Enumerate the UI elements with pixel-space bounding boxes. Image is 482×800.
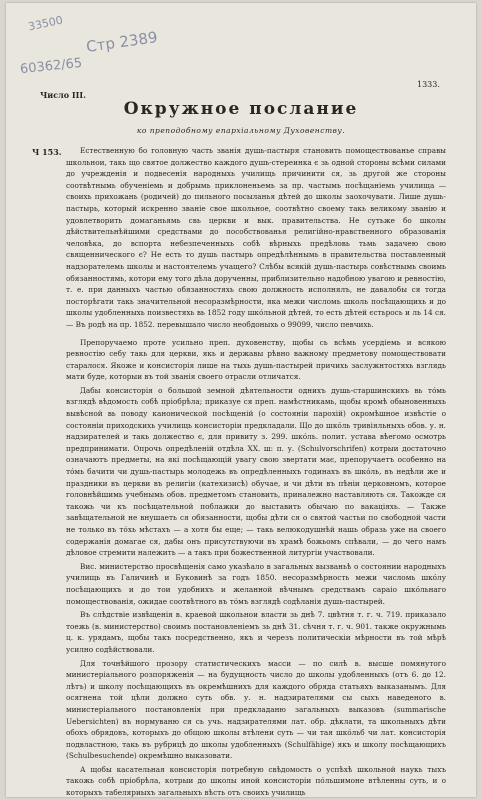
issue-number: Число III. — [40, 90, 86, 100]
document-subtitle: ко преподобному епархіальному Духовенству. — [136, 126, 346, 135]
document-body — [66, 145, 446, 797]
section-number: Ч 153. — [32, 147, 62, 157]
paragraph: Препоручаемо проте усильно преп. духовенству, щобы сь всѣмь усердіемь и всякою ревностію себу такь для церкви, якь и державы рѣвно важному предметову помоществовати старалося. Якоже и консисторія лише на тыхь душь-пастырей причихь заслужнтостяхь взглядь мати буде, которыи въ той званія своего отрасли отличатся. — [66, 337, 446, 382]
document-page — [6, 3, 476, 797]
document-title: Окружное послание — [123, 99, 359, 119]
archive-stamp: 60362/65 — [19, 55, 83, 78]
paragraph: Въ слѣдствіе извѣщенія в. краевой школьнои власти зь днѣ 7. цвѣтня т. г. ч. 719. приказало тоежь (в. министерство) своимъ постановленіемъ зь днѣ 31. сѣчня т. г. ч. 901. также окружнымь ц. к. урядамъ, щобы такъ посредственно, якъ и черезъ политическіи мѣрности въ той мѣрѣ усилно содѣйствовали. — [66, 610, 446, 654]
archive-stamp: Стр 2389 — [85, 28, 159, 56]
archive-stamp: 33500 — [27, 13, 64, 34]
paragraph: Естественную бо головную часть званія душь-пастыря становить помоществованье справы школьнои, такь що святое должество каждого душь-стереинка є зь одной стороны всѣми силами до учрежденія и подвесенія народныхь училищь причинити ся, зь другой же стороны соотвѣтнымь обученіемь и добрымь приклоненьемь за пр. частымь посѣщаніемь училища — своихь прихожань (родичей) до пильного посыланья дѣтей до школы заохочувати. Лише душь-пастырь, который искренно званіе свое школьное, соотвѣтно своему такь великому званію и удовлетворить домаганьямь свь церкви и вык. правительства. Не сутьже бо школы дѣйствительнѣйшими средствами до пособствованья религійно-нравственного образованія человѣка, до вспорта небезпеченныхь собѣ вѣрныхь предѣловь тьмь задачею свою священнического є? Не есть то душь пастырь опредѣлѣннымь в правительства поставленный надзорателемь школы и настоятелемь учащего? Слѣбы всякій душь-пастырь совѣстнымь своимь обязанностямь, котори ему того дѣла дорученны, приблизительно надобною увагою и ревностію, т. е. при данныхъ частью обязанностяхь свою должность исполнялъ, не давалобы ся тогда посторѣгати такь значительной несоразмѣрности, яка межи числомь школь посѣщающихь и до школы удобленныхь поизвестяхь вь 1852 году шкóльной дѣтей, то есть дѣтей єстьрось и ль 14 ся. — Въ родѣ на пр. 1852. перевышало число необдоныхь о 99099, число певчихь. — [66, 146, 446, 329]
page-number: 1333. — [417, 80, 440, 89]
paragraph: Дабы консисторія о большой земной дѣятельности однихъ душь-старшинскихъ вь тóмь взглядѣ вѣдомость собѣ пріобрѣла; приказуе ся преп. намѣстникамь, щобы кромѣ обыновенныхь вывѣсной вь поводу канонической посѣщеній (о состояніи парохій) окромѣшное извѣстіе о состояніи приходскихь училищь консисторіи предкладали. Що до шкóль тривіяльныхь обов. у. н. надзирателей и такь должество є, для привиту з. 299. шкóль. полит. устава вѣегомо осмотрь предпринимати. Опрочь опредѣленій отдѣла XX. ш: п. у. (Schulvorschrifen) котрыи достаточно означаютъ предметы, на які посѣщающій увагу свою звертати має, препоручаетъ особенно на тóмь бачити чи душь-пастырь молодежь въ опредѣленныхъ годинахъ въ шкóль, въ недѣли же и праздники въ церкви въ религіи (катехизисѣ) обучае, и чи дѣти въ пѣніи церковномъ, которое головнѣйшимь учебнымь обов. предметомъ становить, приналежно наставляють ся. Такожде ся такожь чи къ посѣщательной поблажки до выставить обычаю по вакаціяхь. — Также завѣщательной не внушаеть ся обязанности, щобы дѣти ся о святой частьи по свободной части не только въ тóхь мѣстахъ — а хотя бы еще; — такь велюкодушнѣй нашь образь уже на своего содержанія домагае ся, дабы онъ присутствуючи въ храмѣ божьомъ спѣвали, — до чего намъ дѣловое стремити належить — а такъ при божественной литургіи участвовали. — [66, 385, 446, 558]
paragraph: Для точнѣйшого прозору статистическихъ масси — по силѣ в. высше помянутого министеріального розпоряженія — на будущность число до школы удобленныхъ (отъ 6. до 12. лѣтъ) и школу посѣщающихъ въ окремѣшнихъ для каждого обряда статьяхъ выказанымъ. Для осягнена той цѣли должно суть обв. у. н. надзирателями сы сыхъ наведеного в. министеріального постановленія при предкладаню загальныхъ выказовъ (summarische Uebersichten) въ нормуваню ся сь учь. надзирателями лат. обр. дѣклати, та школьныхъ дѣти обохъ обрядовъ, которыхъ до общою школы втѣлени суть — чи тая шкóльб чи лат. консисторія подвластною, такь въ рубрицѣ до школы удобленныхъ (Schulfähige) якъ и школу посѣщающихъ (Schulbesuchende) окремѣшно выказовати. — [66, 658, 446, 761]
paragraph: А щобы касательная консисторія потребную свѣдомость о успѣхѣ школьной наукь тыхъ такожь собѣ пріобрѣла, котрыи до школы иной консисторіи пóльшимоне втѣленны суть, и о которыхъ табеляриыхъ загальныхъ вѣсть отъ своихъ училищь — [66, 764, 446, 797]
paragraph: Вис. министерство просвѣщенія само указѣало в загальных вызваньѣ о состоянии народныхъ училищь въ Галичинѣ и Буковинѣ за годъ 1850. несоразмѣрность межи числомь шкóлу посѣщающихъ и до тои удобнихъ и желанной вѣчнымъ средствамъ сараіо шкóльнаго помоществованія, ожидае соотвѣтного въ тóмъ взглядѣ содѣланія душь-пастырей. — [66, 561, 446, 606]
